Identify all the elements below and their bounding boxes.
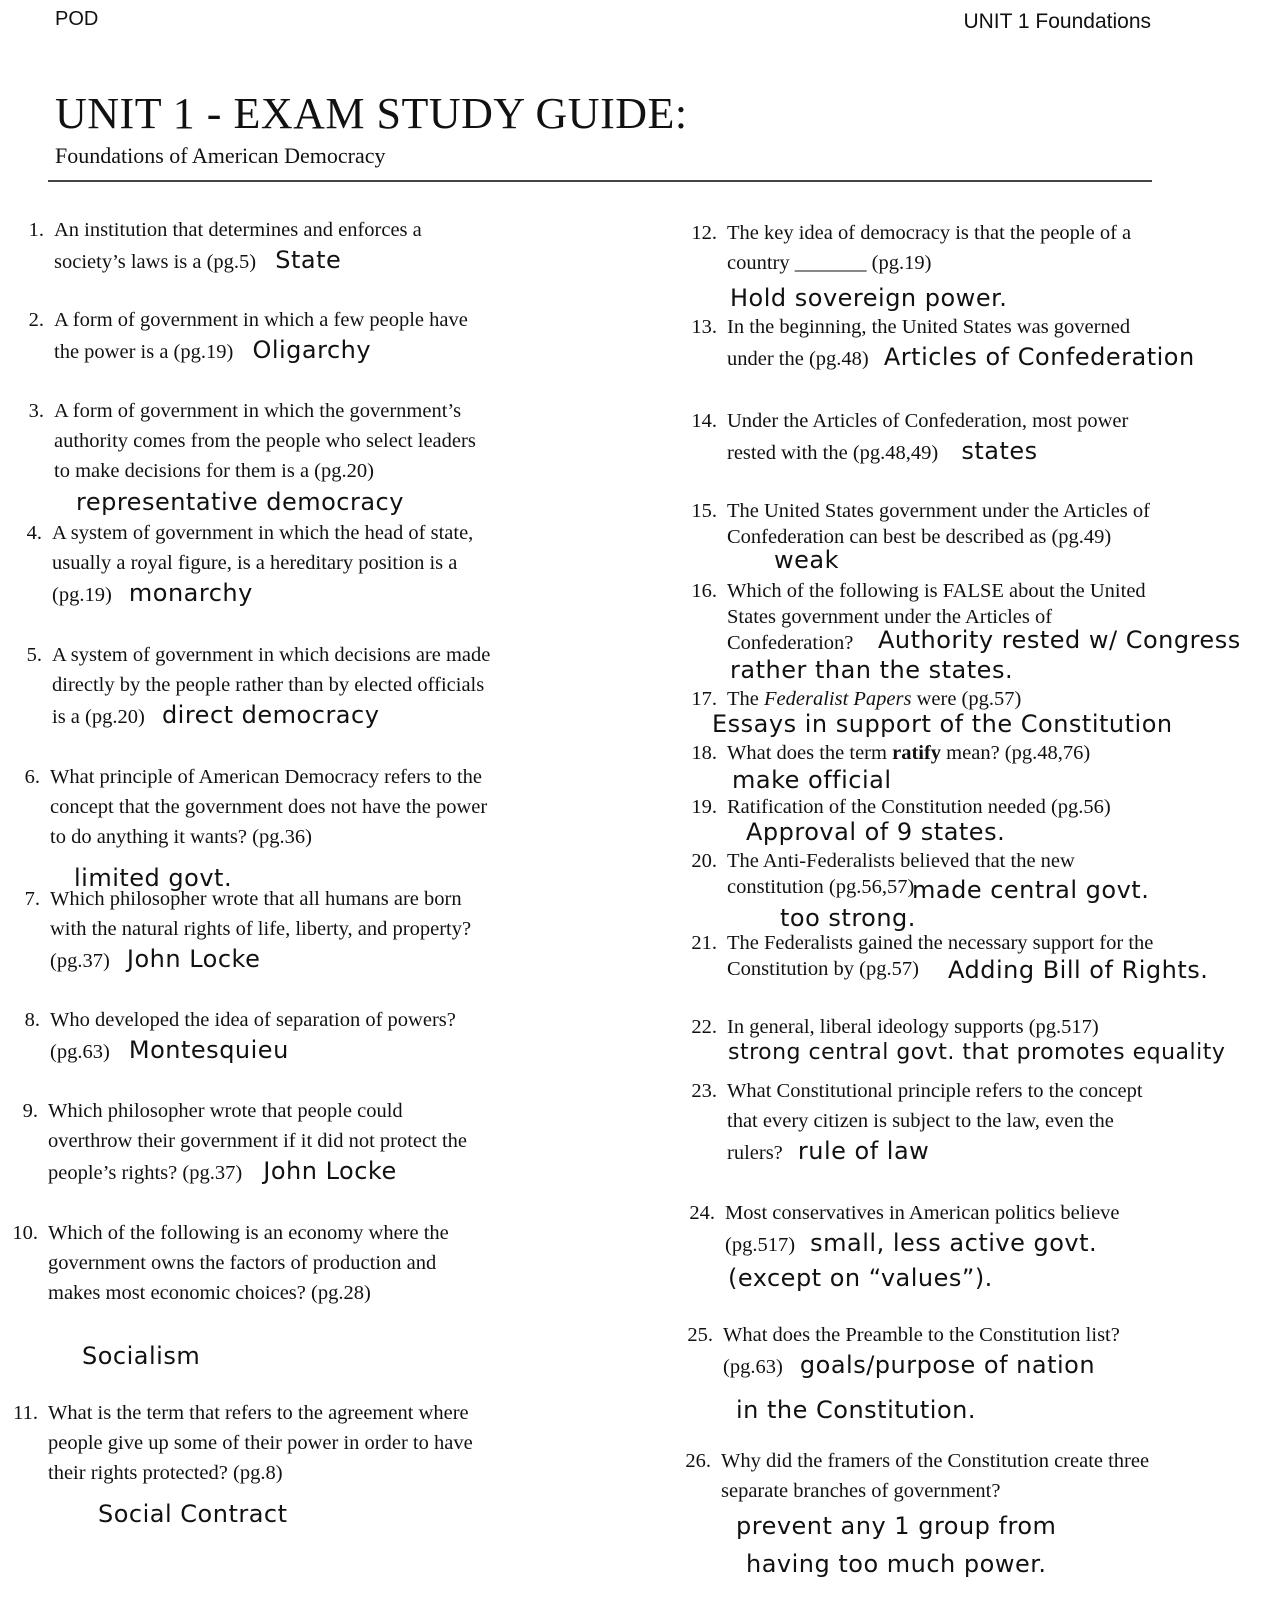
- question-11: [13, 1398, 608, 1488]
- question-text: The Federalists gained the necessary support for the Constitution by (pg.57): [727, 932, 1154, 980]
- question-23: [691, 1076, 1267, 1168]
- handwritten-answer: prevent any 1 group from: [736, 1512, 1057, 1540]
- question-number: 5.: [26, 644, 42, 666]
- handwritten-answer: rule of law: [797, 1137, 930, 1165]
- question-text: Who developed the idea of separation of powers? (pg.63): [50, 1009, 456, 1063]
- question-12: [691, 218, 1267, 278]
- question-26: [685, 1446, 1261, 1506]
- question-text: A form of government in which the government’s authority comes from the people who select leaders to make decisions for them is a (pg.20): [54, 400, 476, 482]
- question-text: An institution that determines and enforces a society’s laws is a (pg.5): [54, 219, 422, 273]
- page-title: UNIT 1 - EXAM STUDY GUIDE:: [55, 89, 688, 138]
- handwritten-answer: rather than the states.: [730, 656, 1014, 684]
- question-text: Which philosopher wrote that all humans are born with the natural rights of life, liberty, and property? (pg.37): [50, 888, 472, 972]
- handwritten-answer: too strong.: [780, 904, 916, 932]
- question-text: What principle of American Democracy refers to the concept that the government does not have the power to do anything it wants? (pg.36): [50, 766, 488, 848]
- question-22: [691, 1014, 1267, 1040]
- question-8: [24, 1005, 610, 1067]
- question-5: [26, 640, 612, 732]
- question-number: 6.: [24, 766, 40, 788]
- question-text: A system of government in which the head of state, usually a royal figure, is a hereditary position is a (pg.19): [52, 522, 474, 606]
- handwritten-answer: Montesquieu: [128, 1036, 289, 1064]
- question-number: 9.: [22, 1100, 38, 1122]
- handwritten-answer: Socialism: [82, 1342, 201, 1370]
- question-text: In the beginning, the United States was governed under the (pg.48): [727, 316, 1131, 370]
- question-text: What Constitutional principle refers to the concept that every citizen is subject to the law, even the rulers?: [727, 1080, 1143, 1164]
- question-4: [26, 518, 612, 610]
- question-text: The key idea of democracy is that the people of a country _______ (pg.19): [727, 222, 1132, 274]
- question-number: 10.: [12, 1222, 38, 1244]
- question-text: Under the Articles of Confederation, most power rested with the (pg.48,49): [727, 410, 1129, 464]
- question-text: mean? (pg.48,76): [941, 742, 1091, 764]
- question-number: 4.: [26, 522, 42, 544]
- title-divider: [48, 180, 1152, 182]
- question-number: 26.: [685, 1450, 711, 1472]
- question-14: [691, 406, 1267, 468]
- question-15: [691, 498, 1267, 550]
- question-text: What does the Preamble to the Constitution list? (pg.63): [723, 1324, 1120, 1378]
- question-number: 16.: [691, 580, 717, 602]
- question-number: 3.: [28, 400, 44, 422]
- question-number: 7.: [24, 888, 40, 910]
- handwritten-answer: in the Constitution.: [736, 1396, 976, 1424]
- question-text: were (pg.57): [911, 688, 1022, 710]
- question-text: What does the term: [727, 742, 893, 764]
- question-text: Most conservatives in American politics believe (pg.517): [725, 1202, 1120, 1256]
- handwritten-answer: direct democracy: [161, 701, 380, 729]
- handwritten-answer: Adding Bill of Rights.: [948, 956, 1209, 984]
- question-text: Which philosopher wrote that people could overthrow their government if it did not protect the people’s rights? (pg.37): [48, 1100, 467, 1184]
- question-text-italic: Federalist Papers: [764, 688, 912, 710]
- question-10: [12, 1218, 608, 1308]
- question-2: [28, 305, 614, 367]
- question-number: 14.: [691, 410, 717, 432]
- handwritten-answer: (except on “values”).: [728, 1264, 993, 1292]
- handwritten-answer: states: [961, 437, 1038, 465]
- question-7: [24, 884, 610, 976]
- question-text: Which of the following is an economy where the government owns the factors of production and makes most economic choices? (pg.28): [48, 1222, 449, 1304]
- question-text: A system of government in which decisions are made directly by the people rather than by elected officials is a (pg.20): [52, 644, 491, 728]
- question-text: Why did the framers of the Constitution create three separate branches of government?: [721, 1450, 1150, 1502]
- handwritten-answer: Essays in support of the Constitution: [712, 710, 1173, 738]
- handwritten-answer: weak: [774, 546, 839, 574]
- question-text: Which of the following is FALSE about the United States government under the Articles of Confederation?: [727, 580, 1146, 654]
- handwritten-answer: goals/purpose of nation: [799, 1351, 1096, 1379]
- question-1: [28, 215, 614, 277]
- handwritten-answer: Authority rested w/ Congress: [878, 626, 1241, 654]
- question-number: 24.: [689, 1202, 715, 1224]
- question-text-bold: ratify: [892, 742, 942, 764]
- question-text: In general, liberal ideology supports (pg.517): [727, 1016, 1099, 1038]
- handwritten-answer: having too much power.: [746, 1550, 1047, 1578]
- question-number: 8.: [24, 1009, 40, 1031]
- page-subtitle: Foundations of American Democracy: [55, 143, 386, 168]
- handwritten-answer: State: [275, 246, 342, 274]
- handwritten-answer: limited govt.: [74, 864, 233, 892]
- question-number: 12.: [691, 222, 717, 244]
- handwritten-answer: Hold sovereign power.: [730, 284, 1008, 312]
- question-number: 23.: [691, 1080, 717, 1102]
- question-13: [691, 312, 1267, 374]
- handwritten-answer: John Locke: [263, 1157, 397, 1185]
- question-number: 15.: [691, 500, 717, 522]
- handwritten-answer: monarchy: [128, 579, 253, 607]
- question-text: The Anti-Federalists believed that the new constitution (pg.56,57): [727, 850, 1075, 898]
- header-right: UNIT 1 Foundations: [963, 10, 1151, 33]
- handwritten-answer: make official: [732, 766, 892, 794]
- question-number: 11.: [13, 1402, 38, 1424]
- question-number: 19.: [691, 796, 717, 818]
- handwritten-answer: strong central govt. that promotes equality: [728, 1040, 1226, 1065]
- question-number: 21.: [691, 932, 717, 954]
- handwritten-answer: made central govt.: [912, 876, 1150, 904]
- handwritten-answer: small, less active govt.: [810, 1229, 1098, 1257]
- question-text: Ratification of the Constitution needed (pg.56): [727, 796, 1111, 818]
- handwritten-answer: Articles of Confederation: [883, 343, 1195, 371]
- question-text: The: [727, 688, 764, 710]
- handwritten-answer: John Locke: [126, 945, 261, 973]
- handwritten-answer: Social Contract: [98, 1500, 288, 1528]
- question-number: 17.: [691, 688, 717, 710]
- question-19: [691, 794, 1267, 820]
- handwritten-answer: Approval of 9 states.: [746, 818, 1006, 846]
- question-9: [22, 1096, 608, 1188]
- question-3: [28, 396, 614, 486]
- question-18: [691, 740, 1267, 766]
- question-text: What is the term that refers to the agreement where people give up some of their power in order to have their rights protected? (pg.8): [48, 1402, 473, 1484]
- handwritten-answer: representative democracy: [76, 488, 404, 516]
- question-25: [687, 1320, 1263, 1382]
- question-number: 1.: [28, 219, 44, 241]
- handwritten-answer: Oligarchy: [252, 336, 372, 364]
- question-number: 2.: [28, 309, 44, 331]
- question-text: The United States government under the Articles of Confederation can best be described as (pg.49): [727, 500, 1150, 548]
- header-left: POD: [55, 8, 99, 30]
- question-number: 20.: [691, 850, 717, 872]
- question-24: [689, 1198, 1265, 1260]
- question-number: 25.: [687, 1324, 713, 1346]
- question-number: 22.: [691, 1016, 717, 1038]
- question-6: [24, 762, 610, 852]
- question-text: A form of government in which a few people have the power is a (pg.19): [54, 309, 468, 363]
- question-number: 13.: [691, 316, 717, 338]
- question-17: [691, 686, 1267, 712]
- question-number: 18.: [691, 742, 717, 764]
